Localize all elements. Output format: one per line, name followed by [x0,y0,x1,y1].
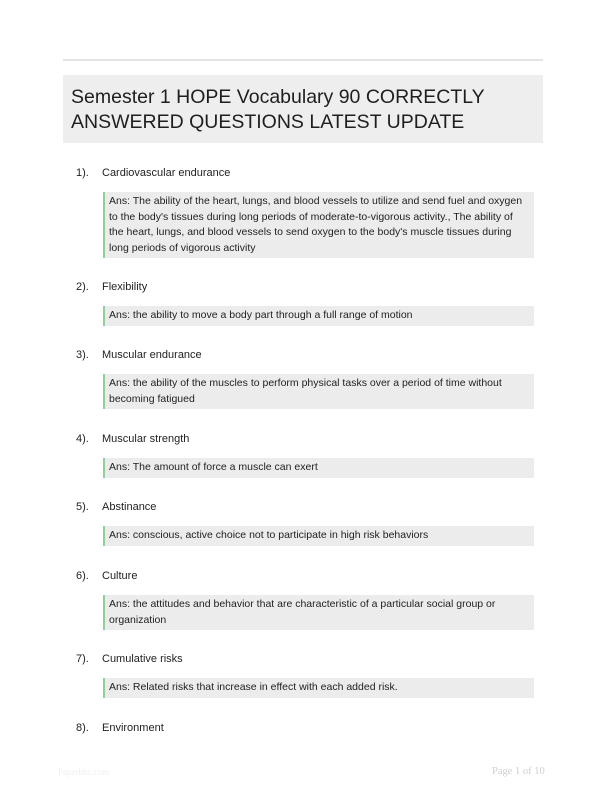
question-number: 1). [76,167,89,179]
question-number: 7). [76,653,89,665]
title-banner [63,75,543,143]
question-term: Culture [102,570,138,582]
answer-box: Ans: conscious, active choice not to participate in high risk behaviors [103,526,534,546]
question-number: 3). [76,349,89,361]
answer-box: Ans: Related risks that increase in effect with each added risk. [103,678,534,698]
answer-box: Ans: The amount of force a muscle can exert [103,458,534,478]
question-term: Abstinance [102,501,157,513]
question-number: 2). [76,281,89,293]
question-term: Environment [102,722,164,734]
answer-box: Ans: The ability of the heart, lungs, and blood vessels to utilize and send fuel and oxygen to the body's tissues during long periods of moderate-to-vigorous activity., The ability of the heart, lungs, and blood vessels to send oxygen to the body's muscle tissues during long periods of vigorous activity [103,192,534,258]
top-divider [63,59,543,61]
question-number: 8). [76,722,89,734]
question-term: Muscular strength [102,433,190,445]
page-number: Page 1 of 10 [492,766,545,777]
question-term: Muscular endurance [102,349,202,361]
question-number: 4). [76,433,89,445]
question-term: Cumulative risks [102,653,183,665]
question-number: 6). [76,570,89,582]
answer-box: Ans: the attitudes and behavior that are characteristic of a particular social group or organization [103,595,534,630]
answer-box: Ans: the ability of the muscles to perform physical tasks over a period of time without becoming fatigued [103,374,534,409]
question-number: 5). [76,501,89,513]
question-term: Cardiovascular endurance [102,167,231,179]
question-term: Flexibility [102,281,148,293]
footer-site-watermark: Paperbbc.com [58,767,110,777]
answer-box: Ans: the ability to move a body part through a full range of motion [103,306,534,326]
page-title: Semester 1 HOPE Vocabulary 90 CORRECTLY ANSWERED QUESTIONS LATEST UPDATE [71,86,485,133]
